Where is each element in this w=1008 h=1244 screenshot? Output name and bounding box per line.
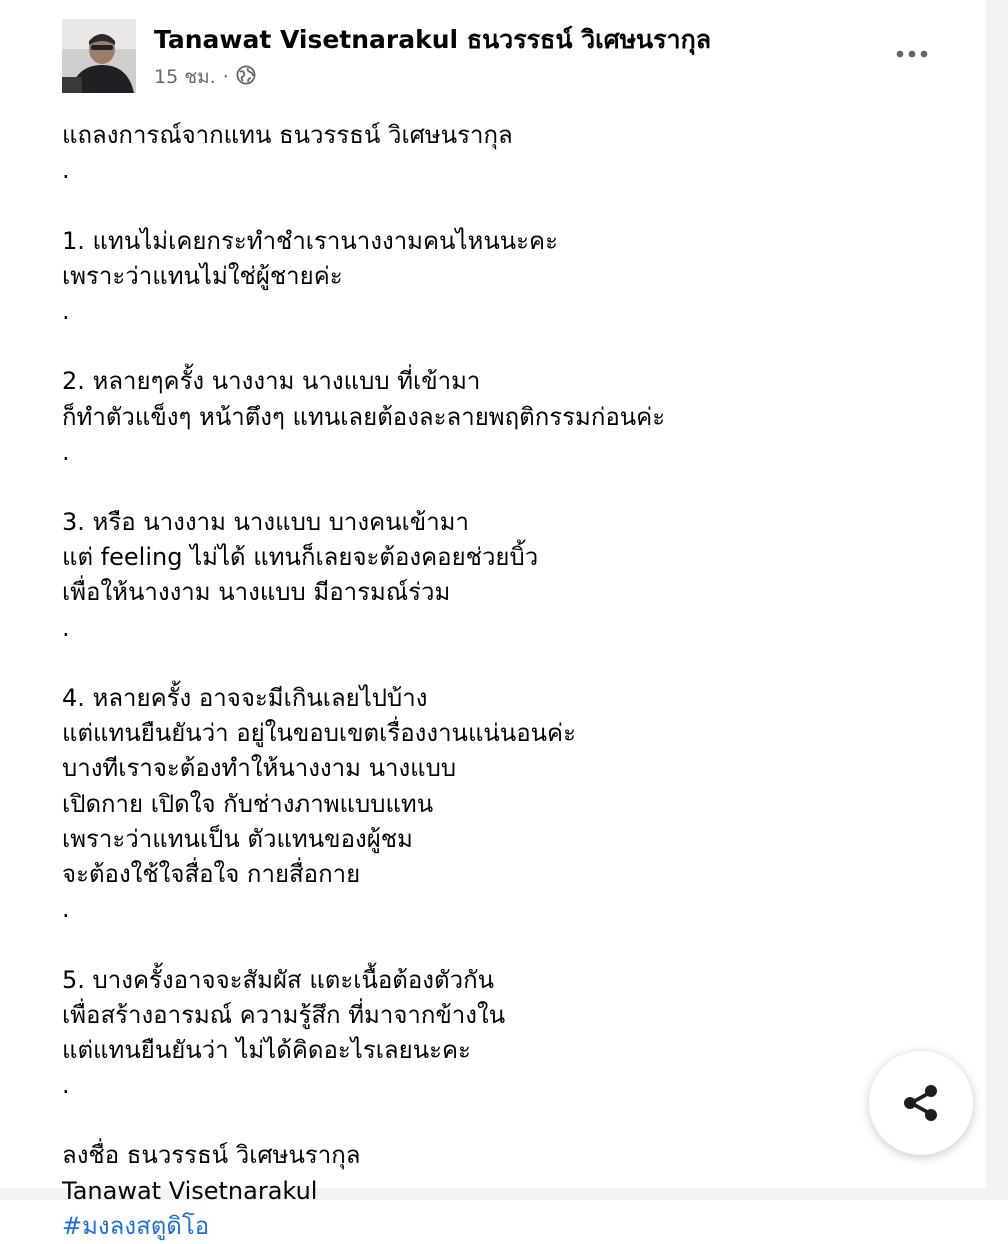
post-line: เพื่อสร้างอารมณ์ ความรู้สึก ที่มาจากข้างใน — [62, 1000, 506, 1029]
post-line: . — [62, 1071, 70, 1100]
post-line — [62, 1103, 872, 1138]
hashtag-link[interactable]: #มงลงสตูดิโอ — [62, 1211, 210, 1240]
post-text — [62, 118, 872, 1244]
post-line: 4. หลายครั้ง อาจจะมีเกินเลยไปบ้าง — [62, 684, 428, 712]
post-meta — [154, 62, 256, 92]
post-line — [62, 329, 872, 364]
post-line: ลงชื่อ ธนวรรธน์ วิเศษนรากุล — [62, 1141, 361, 1170]
post-line: แต่แทนยืนยันว่า อยู่ในขอบเขตเรื่องงานแน่นอนค่ะ — [62, 719, 576, 748]
page-edge-right — [986, 0, 1008, 1200]
post-line: 1. แทนไม่เคยกระทำชำเรานางงามคนไหนนะคะ — [62, 226, 558, 255]
post-line: เพราะว่าแทนเป็น ตัวแทนของผู้ชม — [62, 824, 413, 853]
post-line: Tanawat Visetnarakul — [62, 1176, 318, 1205]
post-line: บางทีเราจะต้องทำให้นางงาม นางแบบ — [62, 754, 457, 783]
post-line: จะต้องใช้ใจสื่อใจ กายสื่อกาย — [62, 859, 361, 888]
post-line: แต่แทนยืนยันว่า ไม่ได้คิดอะไรเลยนะคะ — [62, 1035, 471, 1064]
author-name[interactable]: Tanawat Visetnarakul ธนวรรธน์ วิเศษนรากุล — [154, 25, 712, 54]
post-timestamp[interactable]: 15 ชม. — [154, 66, 216, 88]
globe-icon — [236, 65, 256, 90]
post-line: . — [62, 156, 70, 185]
meta-separator: · — [222, 66, 229, 88]
share-icon — [899, 1081, 943, 1125]
share-button[interactable] — [869, 1051, 973, 1155]
post-line: . — [62, 613, 70, 642]
post-line: ก็ทำตัวแข็งๆ หน้าตึงๆ แทนเลยต้องละลายพฤติกรรมก่อนค่ะ — [62, 402, 666, 431]
post-line: . — [62, 895, 70, 924]
avatar[interactable] — [62, 19, 136, 93]
post-line — [62, 927, 872, 962]
post-line — [62, 188, 872, 223]
post-line: เพราะว่าแทนไม่ใช่ผู้ชายค่ะ — [62, 261, 343, 290]
post-line: . — [62, 296, 70, 325]
post-line: 2. หลายๆครั้ง นางงาม นางแบบ ที่เข้ามา — [62, 367, 481, 396]
post-line: 5. บางครั้งอาจจะสัมผัส แตะเนื้อต้องตัวกัน — [62, 965, 495, 994]
post-line — [62, 646, 872, 681]
more-options-icon — [896, 50, 928, 58]
post-line: เพื่อให้นางงาม นางแบบ มีอารมณ์ร่วม — [62, 578, 451, 607]
post-line: เปิดกาย เปิดใจ กับช่างภาพแบบแทน — [62, 789, 434, 818]
post-line: แถลงการณ์จากแทน ธนวรรธน์ วิเศษนรากุล — [62, 121, 513, 149]
more-options-button[interactable] — [886, 30, 938, 78]
post-line: แต่ feeling ไม่ได้ แทนก็เลยจะต้องคอยช่วยบิ้ว — [62, 543, 539, 572]
post-line — [62, 470, 872, 505]
post-line: . — [62, 437, 70, 466]
post-line: 3. หรือ นางงาม นางแบบ บางคนเข้ามา — [62, 508, 469, 537]
